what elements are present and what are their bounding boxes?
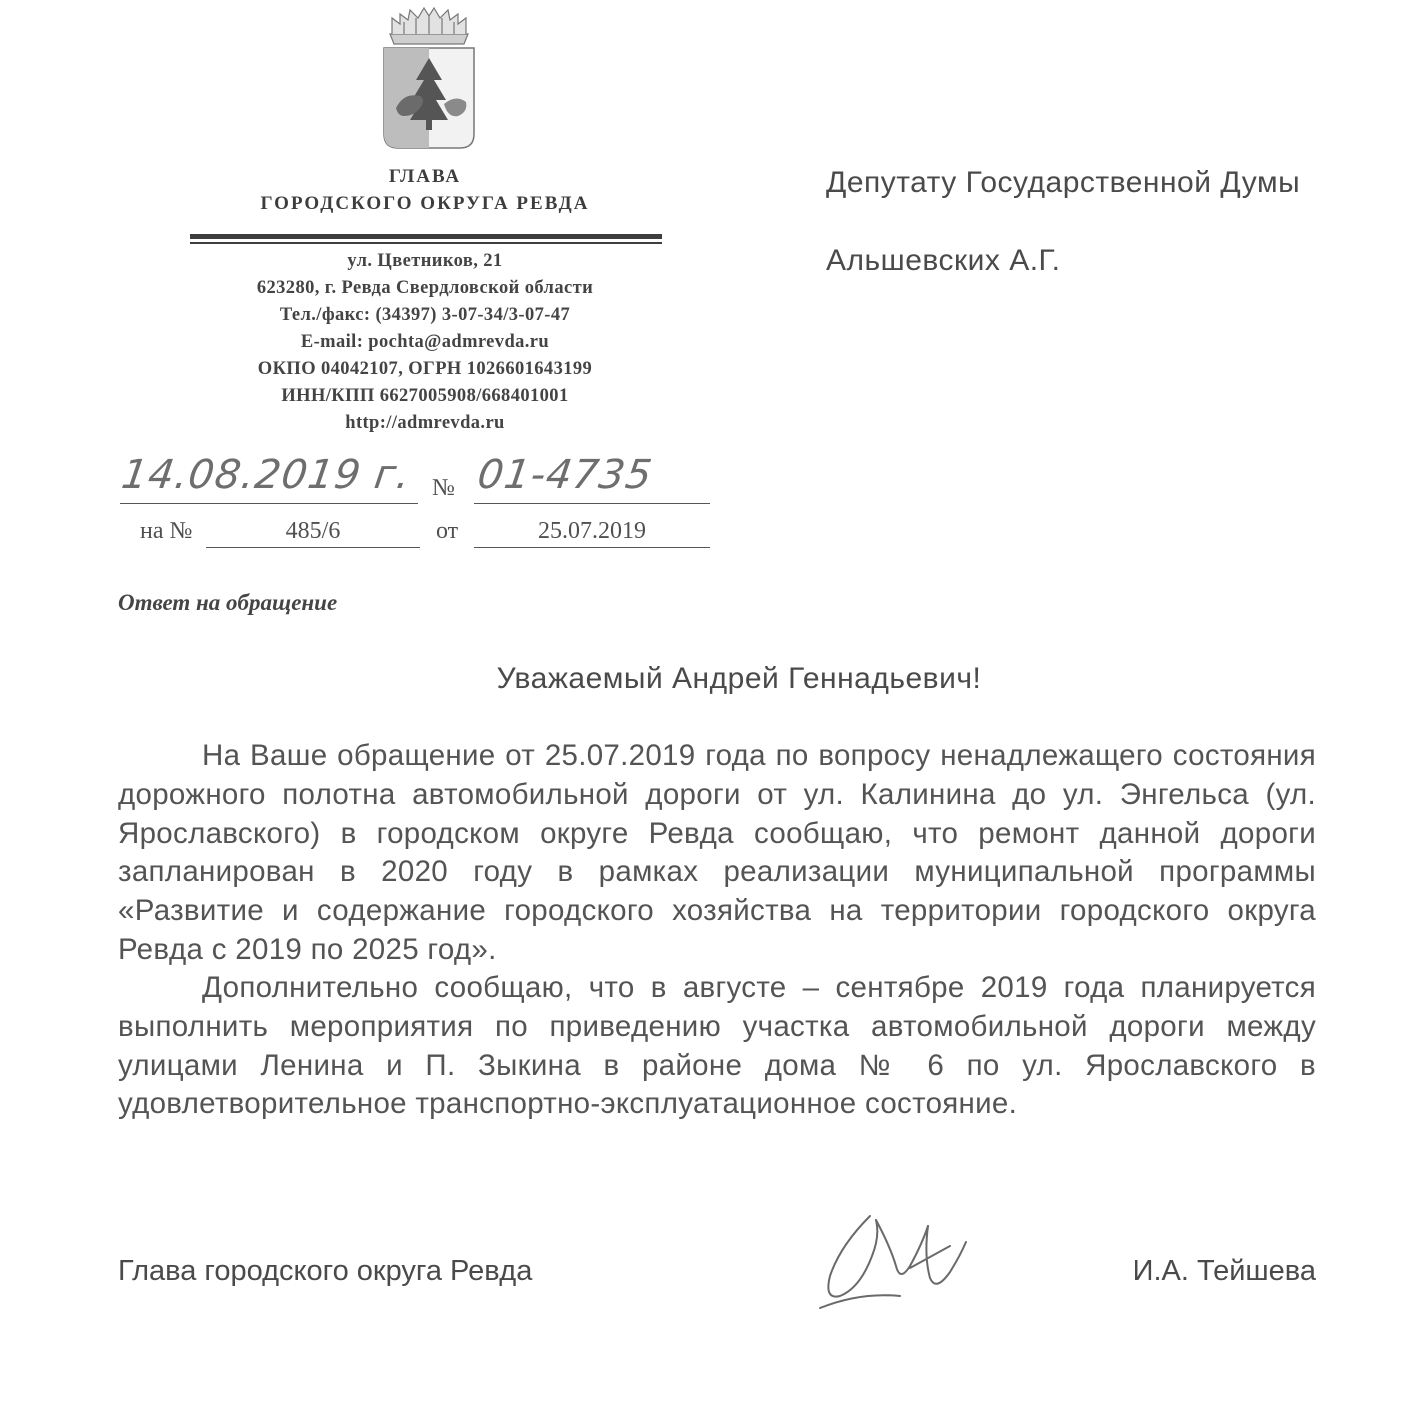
letter-subject: Ответ на обращение <box>118 590 338 615</box>
reference-number-underline <box>206 547 420 548</box>
letterhead-rule-thin <box>190 242 662 244</box>
address-city: 623280, г. Ревда Свердловской области <box>256 278 594 298</box>
signatory-position: Глава городского округа Ревда <box>118 1255 533 1287</box>
letterhead-rule-thick <box>190 234 662 239</box>
recipient-position: Депутату Государственной Думы <box>826 166 1301 199</box>
outgoing-date-handwritten: 14.08.2019 г. <box>118 452 414 498</box>
reference-date: 25.07.2019 <box>538 518 646 544</box>
handwritten-signature-icon <box>800 1196 1000 1326</box>
reference-number: 485/6 <box>285 518 341 544</box>
signatory-name: И.А. Тейшева <box>1132 1255 1316 1287</box>
reference-number-label: на № <box>140 518 193 544</box>
body-paragraph-2: Дополнительно сообщаю, что в августе – сентябре 2019 года планируется выполнить мероприятия по приведению участка автомобильной дороги между улицами Ленина и П. Зыкина в районе дома № 6 по ул. Ярославского в удовлетворительное транспортно-эксплуатационное состояние. <box>118 971 1316 1121</box>
body-paragraph-1: На Ваше обращение от 25.07.2019 года по вопросу ненадлежащего состояния дорожного полотна автомобильной дороги от ул. Калинина до ул. Энгельса (ул. Ярославского) в городском округе Ревда сообщаю, что ремонт данной дороги запланирован в 2020 году в рамках реализации муниципальной программы «Развитие и содержание городского хозяйства на территории городского округа Ревда с 2019 по 2025 год». <box>118 739 1316 966</box>
reference-date-label: от <box>436 518 459 544</box>
letterhead-title: ГЛАВА <box>388 166 462 187</box>
letterhead-subtitle: ГОРОДСКОГО ОКРУГА РЕВДА <box>260 193 590 214</box>
address-email: E-mail: pochta@admrevda.ru <box>300 332 550 352</box>
number-underline <box>474 503 710 504</box>
outgoing-number-handwritten: 01-4735 <box>474 452 656 498</box>
address-website: http://admrevda.ru <box>345 413 505 433</box>
date-underline <box>120 503 418 504</box>
address-street: ул. Цветников, 21 <box>347 251 503 271</box>
address-okpo: ОКПО 04042107, ОГРН 1026601643199 <box>257 359 593 379</box>
recipient-name: Альшевских А.Г. <box>826 244 1061 277</box>
address-phone: Тел./факс: (34397) 3-07-34/3-07-47 <box>279 305 571 325</box>
reference-date-underline <box>474 547 710 548</box>
outgoing-number-label: № <box>432 475 455 501</box>
address-inn: ИНН/КПП 6627005908/668401001 <box>281 386 569 406</box>
revda-coat-of-arms-icon <box>374 4 484 154</box>
greeting: Уважаемый Андрей Геннадьевич! <box>496 662 982 695</box>
